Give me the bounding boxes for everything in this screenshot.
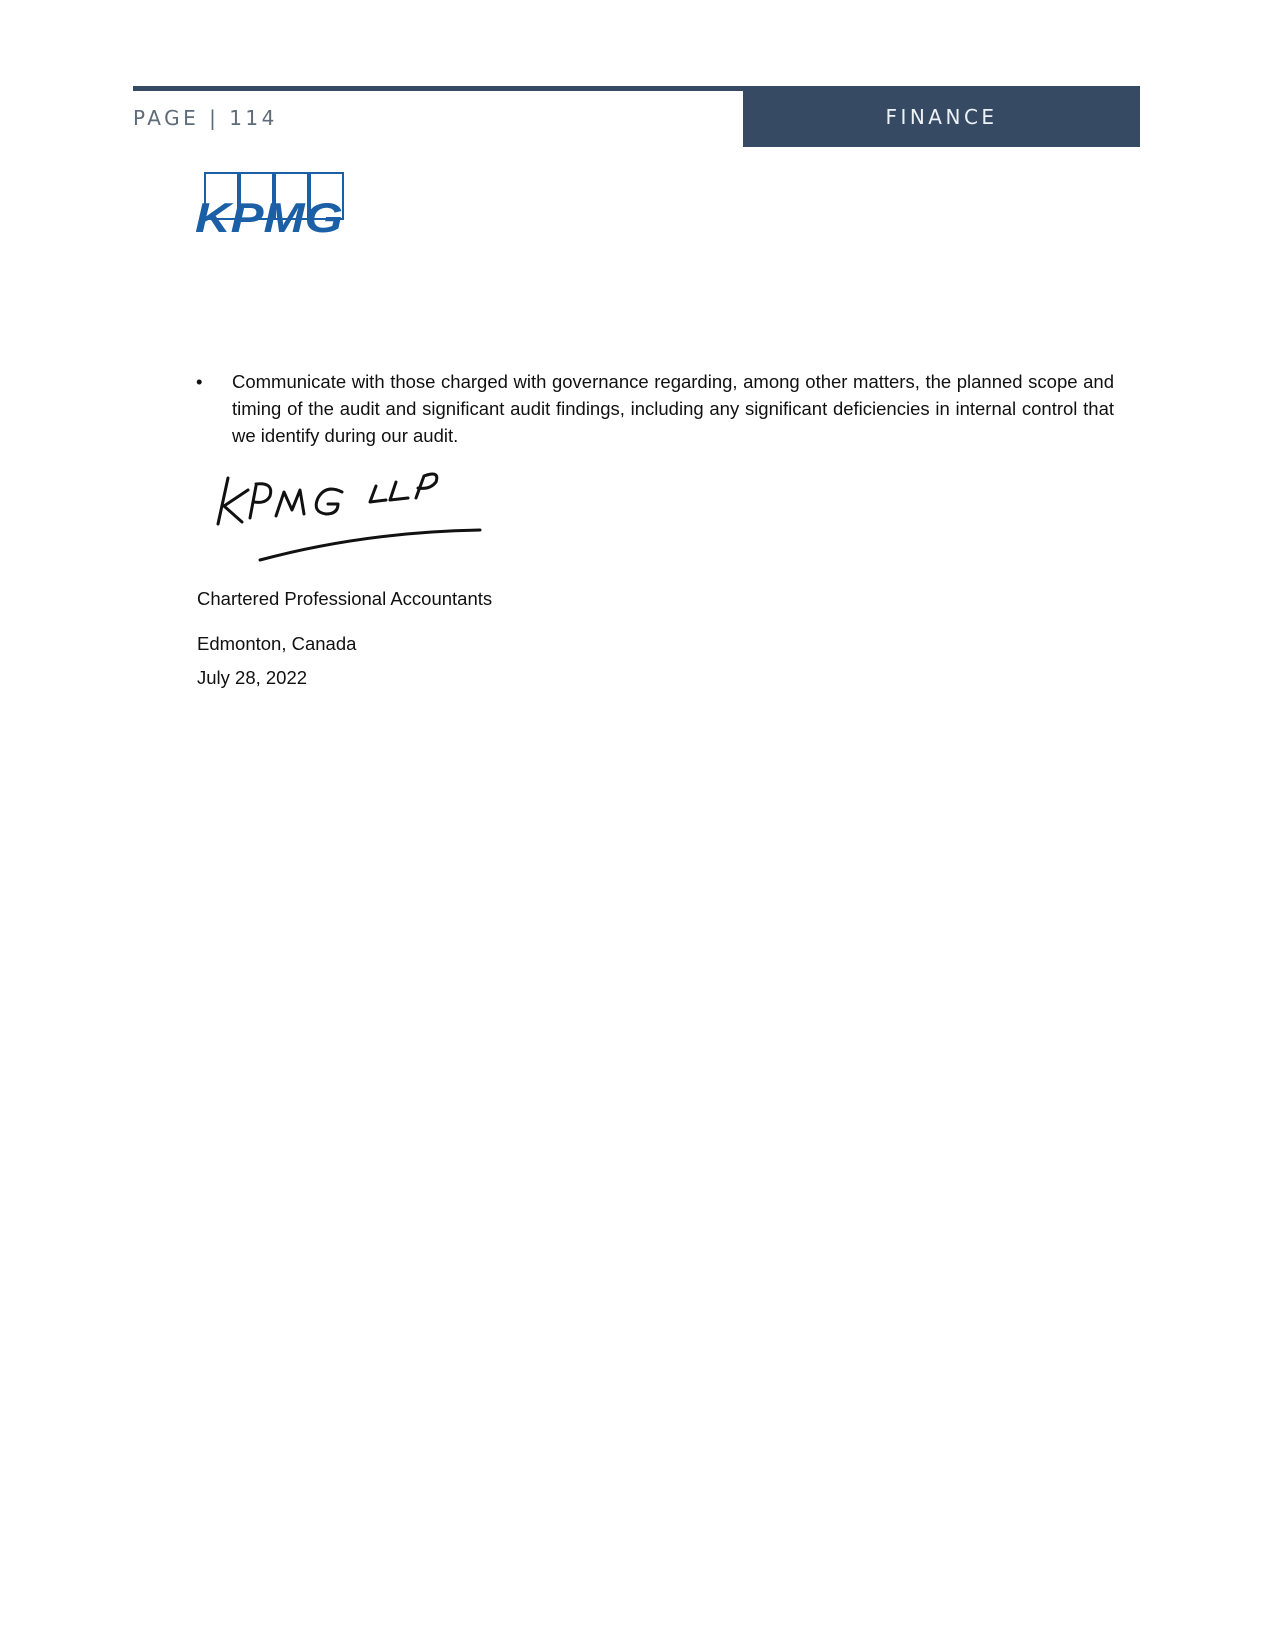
- kpmg-logo: [195, 172, 351, 236]
- firm-type: Chartered Professional Accountants: [197, 588, 493, 609]
- section-title: FINANCE: [885, 104, 998, 129]
- bullet-icon: •: [196, 371, 203, 392]
- signature: [214, 470, 484, 562]
- bullet-list-item: [196, 368, 1114, 449]
- header-rule: [133, 86, 743, 91]
- section-header-box: [743, 86, 1140, 147]
- svg-text:KPMG: KPMG: [195, 194, 343, 236]
- report-date: July 28, 2022: [197, 667, 308, 688]
- location: Edmonton, Canada: [197, 633, 357, 654]
- page-number: PAGE | 114: [133, 106, 278, 130]
- bullet-text: Communicate with those charged with governance regarding, among other matters, the planned scope and timing of the audit and significant audit findings, including any significant deficiencies in internal control that we identify during our audit.: [232, 371, 1114, 446]
